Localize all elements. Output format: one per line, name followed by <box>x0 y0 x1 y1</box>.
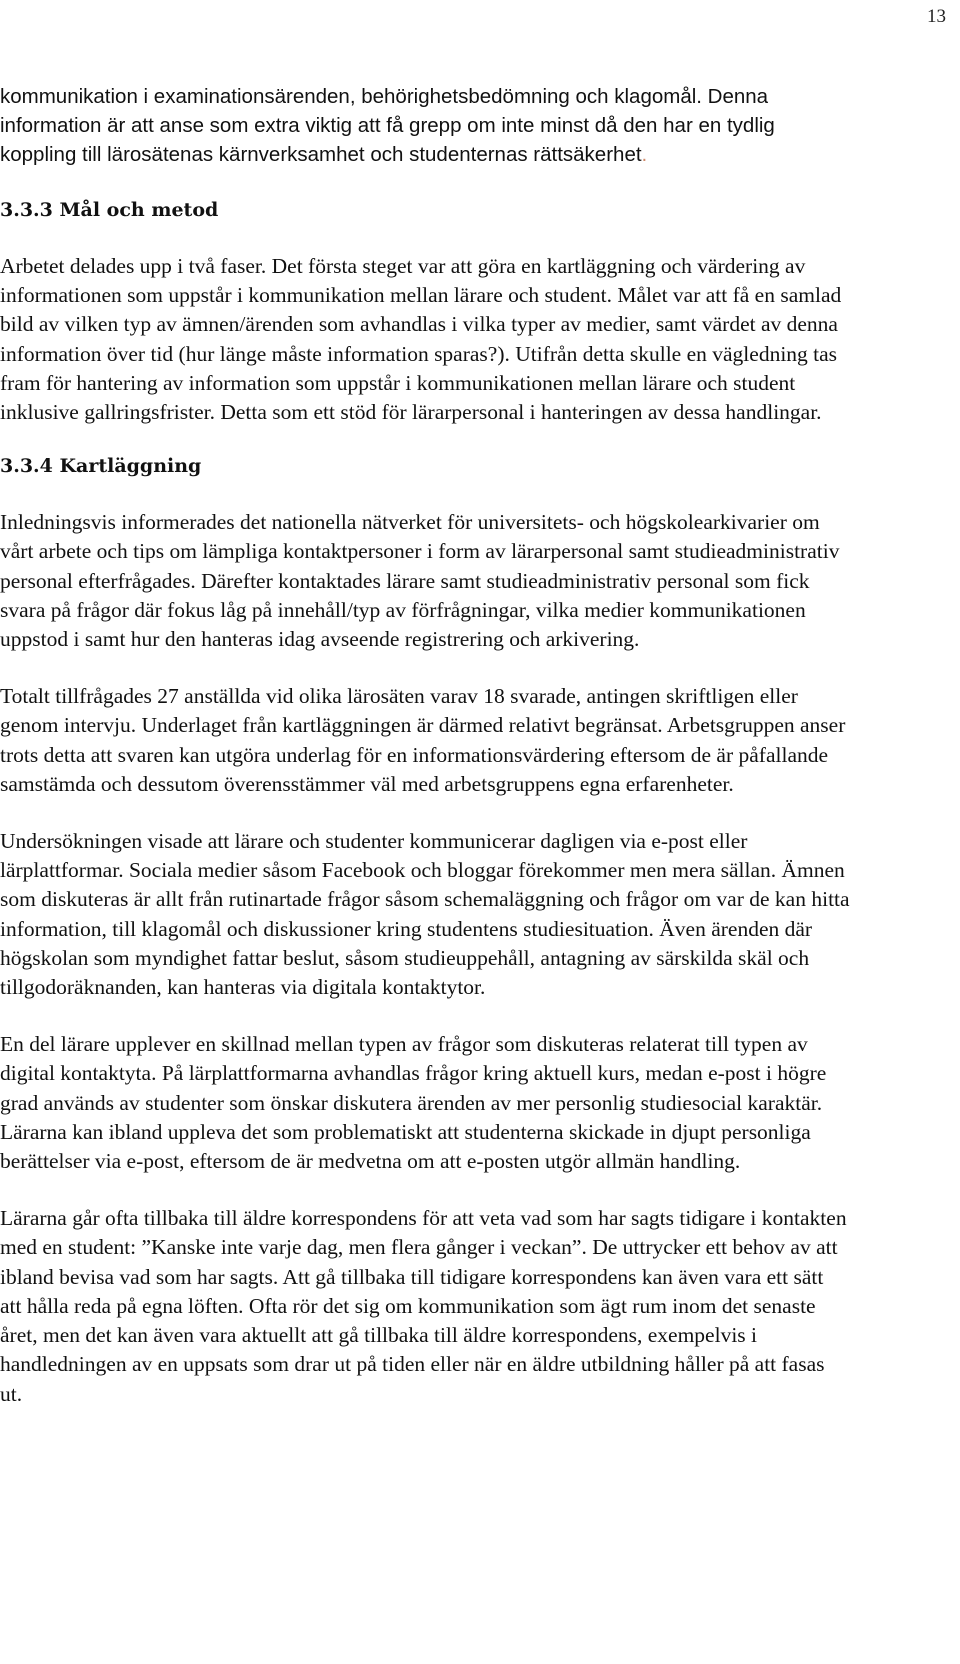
intro-paragraph <box>0 82 850 169</box>
section-3-3-4-paragraph-5: Lärarna går ofta tillbaka till äldre korrespondens för att veta vad som har sagts tidigare i kontakten med en student: ”Kanske inte varje dag, men flera gånger i veckan”. De uttrycker ett behov av att ibland bevisa vad som har sagts. Att gå tillbaka till tidigare korrespondens kan även vara ett sätt att hålla reda på egna löften. Ofta rör det sig om kommunikation som ägt rum inom det senaste året, men det kan även vara aktuellt att gå tillbaka till äldre korrespondens, exempelvis i handledningen av en uppsats som drar ut på tiden eller när en äldre utbildning håller på att fasas ut. <box>0 1206 847 1406</box>
section-heading-3-3-3: 3.3.3 Mål och metod <box>0 199 219 221</box>
section-3-3-4-paragraph-4: En del lärare upplever en skillnad mellan typen av frågor som diskuteras relaterat till typen av digital kontaktyta. På lärplattformarna avhandlas frågor kring aktuell kurs, medan e-post i högre grad används av studenter som önskar diskutera ärenden av mer personlig studiesocial karaktär. Lärarna kan ibland uppleva det som problematiskt att studenterna skickade in djupt personliga berättelser via e-post, eftersom de är medvetna om att e-posten utgör allmän handling. <box>0 1032 827 1174</box>
intro-end-mark: . <box>641 143 648 166</box>
section-3-3-3-paragraph: Arbetet delades upp i två faser. Det första steget var att göra en kartläggning och värdering av informationen som uppstår i kommunikation mellan lärare och student. Målet var att få en samlad bild av vilken typ av ämnen/ärenden som avhandlas i vilka typer av medier, samt värdet av denna information över tid (hur länge måste information sparas?). Utifrån detta skulle en vägledning tas fram för hantering av information som uppstår i kommunikationen mellan lärare och student inklusive gallringsfrister. Detta som ett stöd för lärarpersonal i hanteringen av dessa handlingar. <box>0 254 842 425</box>
section-3-3-4-paragraph-2: Totalt tillfrågades 27 anställda vid olika lärosäten varav 18 svarade, antingen skriftligen eller genom intervju. Underlaget från kartläggningen är därmed relativt begränsat. Arbetsgruppen anser trots detta att svaren kan utgöra underlag för en informationsvärdering eftersom de är påfallande samstämda och dessutom överensstämmer väl med arbetsgruppens egna erfarenheter. <box>0 684 846 796</box>
section-heading-3-3-4: 3.3.4 Kartläggning <box>0 455 202 478</box>
section-3-3-4-paragraph-1: Inledningsvis informerades det nationella nätverket för universitets- och högskolearkivarier om vårt arbete och tips om lämpliga kontaktpersoner i form av lärarpersonal samt studieadministrativ personal efterfrågades. Därefter kontaktades lärare samt studieadministrativ personal som fick svara på frågor där fokus låg på innehåll/typ av förfrågningar, vilka medier kommunikationen uppstod i samt hur den hanteras idag avseende registrering och arkivering. <box>0 510 840 652</box>
section-3-3-4-paragraph-3: Undersökningen visade att lärare och studenter kommunicerar dagligen via e-post eller lärplattformar. Sociala medier såsom Facebook och bloggar förekommer men mera sällan. Ämnen som diskuteras är allt från rutinartade frågor såsom schemaläggning och frågor om var de kan hitta information, till klagomål och diskussioner kring studentens studiesituation. Även ärenden där högskolan som myndighet fattar beslut, såsom studieuppehåll, antagning av särskilda skäl och tillgodoräknanden, kan hanteras via digitala kontaktytor. <box>0 829 850 1000</box>
page-content <box>0 82 850 1409</box>
intro-text: kommunikation i examinationsärenden, behörighetsbedömning och klagomål. Denna information är att anse som extra viktig att få grepp om inte minst då den har en tydlig koppling till lärosätenas kärnverksamhet och studenternas rättsäkerhet <box>0 85 775 166</box>
page-number: 13 <box>927 6 946 27</box>
